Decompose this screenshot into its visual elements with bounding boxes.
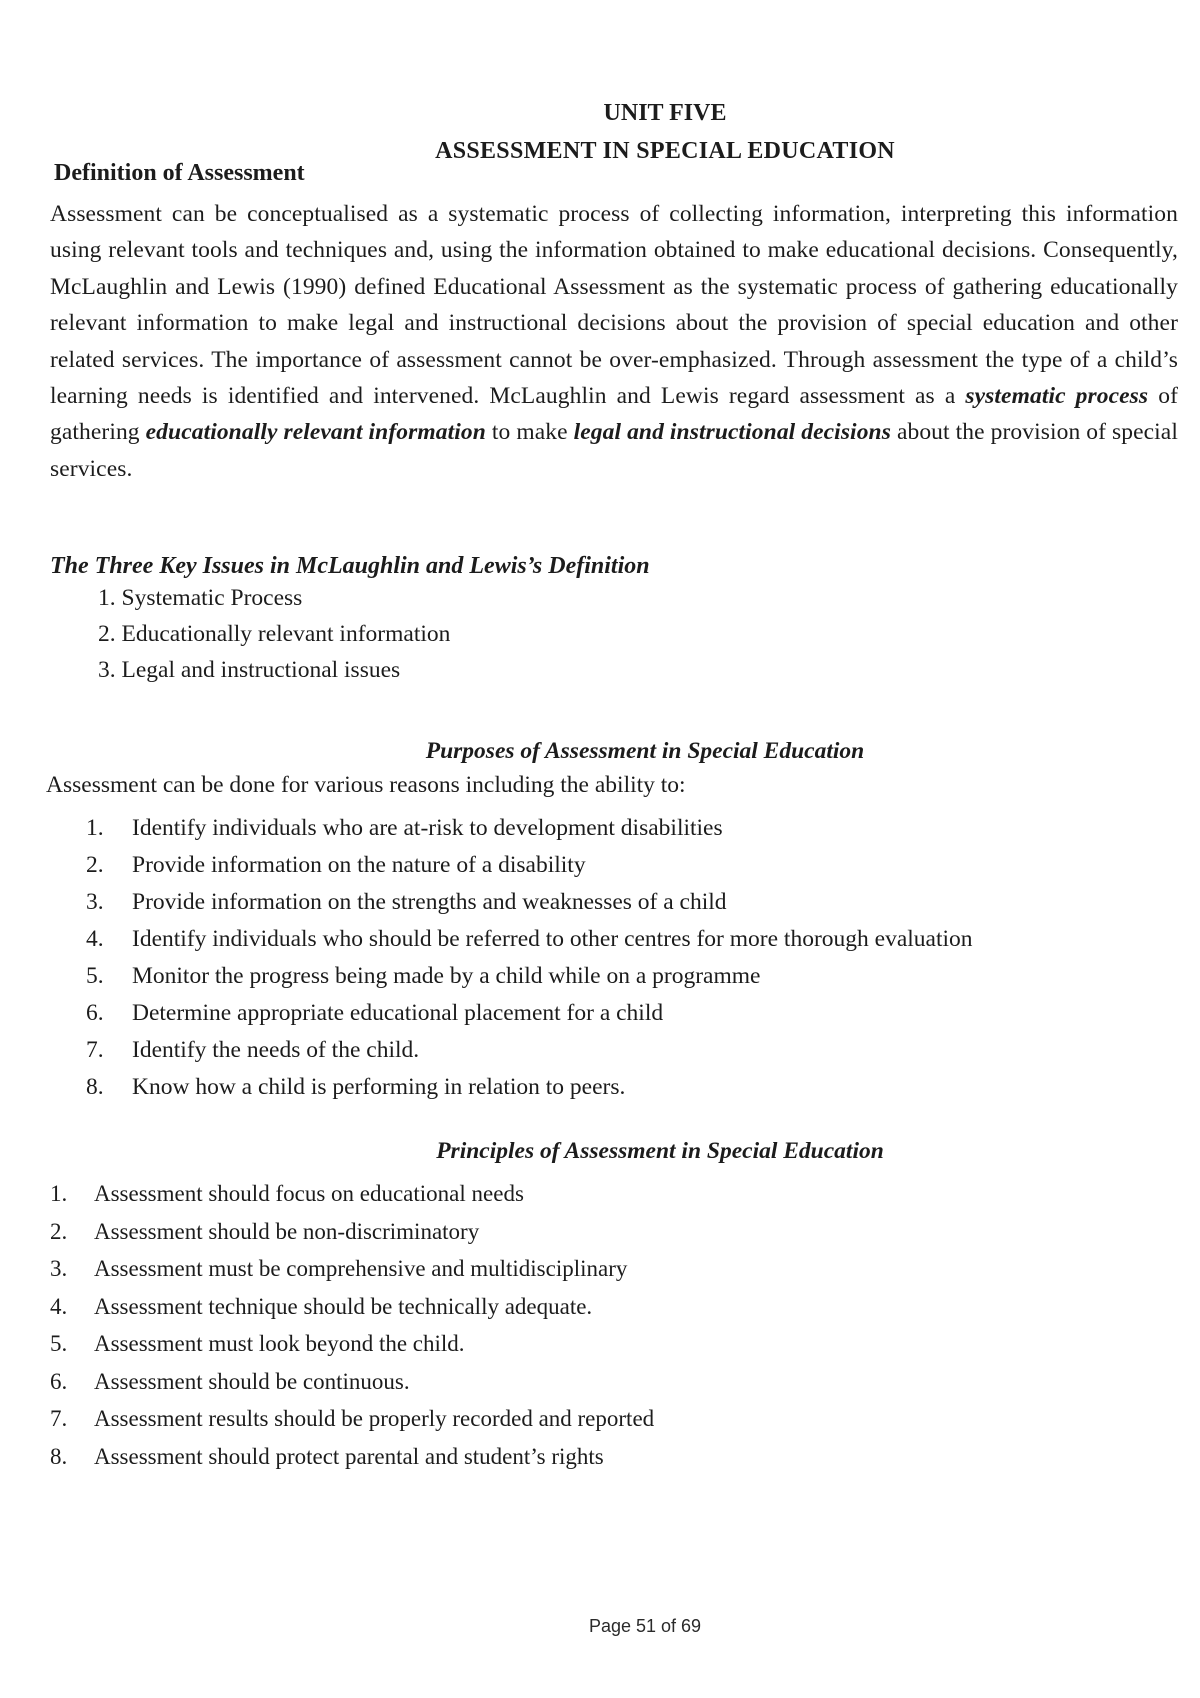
list-text: Assessment technique should be technically adequate. (94, 1293, 593, 1319)
key-issues-list (98, 580, 450, 688)
list-item: 2. Educationally relevant information (98, 621, 451, 647)
list-item (50, 1438, 654, 1476)
key-issues-heading: The Three Key Issues in McLaughlin and Lewis’s Definition (50, 553, 650, 579)
list-number: 5. (86, 963, 104, 989)
list-item (50, 1250, 654, 1288)
list-text: Identify individuals who should be referred to other centres for more thorough evaluation (132, 926, 973, 952)
principles-list (50, 1175, 654, 1475)
list-number: 6. (86, 1000, 104, 1026)
list-number: 2. (86, 852, 104, 878)
definition-text-2: of gathering (50, 383, 1178, 446)
main-title: ASSESSMENT IN SPECIAL EDUCATION (435, 138, 895, 164)
list-item (86, 958, 973, 995)
definition-text-1: Assessment can be conceptualised as a systematic process of collecting information, interpreting this information using relevant tools and techniques and, using the information obtained to make educational decisions. Consequently, McLaughlin and Lewis (1990) defined Educational Assessment as the systematic process of gathering educationally relevant information to make legal and instructional decisions about the provision of special education and other related services. The importance of assessment cannot be over-emphasized. Through assessment the type of a child’s learning needs is identified and intervened. McLaughlin and Lewis regard assessment as a (50, 201, 1178, 410)
list-number: 3. (86, 889, 104, 915)
definition-paragraph (50, 196, 1178, 487)
purposes-list (86, 810, 973, 1106)
list-text: Assessment must be comprehensive and multidisciplinary (94, 1256, 628, 1281)
list-item: 1. Systematic Process (98, 585, 303, 611)
list-number: 4. (50, 1293, 68, 1319)
list-text: Provide information on the nature of a disability (132, 852, 586, 878)
list-text: Provide information on the strengths and weaknesses of a child (132, 889, 727, 915)
list-text: Assessment results should be properly recorded and reported (94, 1406, 655, 1431)
definition-text-3: to make (491, 419, 568, 446)
emphasis-relevant-information: educationally relevant information (145, 419, 486, 446)
list-item (86, 810, 973, 847)
list-text: Assessment should focus on educational needs (94, 1181, 524, 1206)
list-item (86, 1069, 973, 1106)
unit-title: UNIT FIVE (603, 100, 727, 126)
list-number: 7. (50, 1406, 68, 1431)
list-item (50, 1175, 654, 1213)
page-number-footer: Page 51 of 69 (588, 1616, 702, 1636)
definition-text-4: about the provision of special services. (50, 419, 1178, 482)
list-item (86, 995, 973, 1032)
list-number: 8. (50, 1443, 68, 1469)
list-item (50, 1325, 654, 1363)
list-item (86, 921, 973, 958)
list-item (50, 1400, 654, 1438)
list-text: Assessment should be continuous. (94, 1368, 410, 1394)
list-number: 1. (50, 1181, 68, 1206)
list-text: Assessment should be non-discriminatory (94, 1218, 480, 1244)
list-number: 5. (50, 1331, 68, 1356)
list-number: 6. (50, 1368, 68, 1394)
list-number: 3. (50, 1256, 68, 1281)
definition-heading: Definition of Assessment (54, 160, 305, 186)
list-text: Assessment should protect parental and student’s rights (94, 1443, 604, 1469)
list-text: Monitor the progress being made by a child while on a programme (132, 963, 761, 989)
purposes-intro: Assessment can be done for various reasons including the ability to: (46, 772, 686, 798)
emphasis-systematic-process: systematic process (965, 383, 1149, 410)
list-number: 1. (86, 815, 104, 841)
list-text: Know how a child is performing in relation to peers. (132, 1074, 626, 1100)
list-text: Assessment must look beyond the child. (94, 1331, 465, 1356)
list-number: 4. (86, 926, 104, 952)
list-item (86, 1032, 973, 1069)
list-number: 2. (50, 1218, 68, 1244)
list-item (50, 1213, 654, 1251)
list-item (50, 1363, 654, 1401)
list-text: Identify the needs of the child. (132, 1037, 420, 1063)
list-text: Identify individuals who are at-risk to development disabilities (132, 815, 723, 841)
list-text: Determine appropriate educational placement for a child (132, 1000, 664, 1026)
list-item (86, 847, 973, 884)
emphasis-legal-decisions: legal and instructional decisions (573, 419, 891, 446)
list-number: 7. (86, 1037, 104, 1063)
purposes-heading: Purposes of Assessment in Special Education (425, 738, 865, 764)
list-item (86, 884, 973, 921)
list-item: 3. Legal and instructional issues (98, 657, 401, 683)
list-number: 8. (86, 1074, 104, 1100)
principles-heading: Principles of Assessment in Special Education (436, 1138, 884, 1164)
list-item (50, 1288, 654, 1326)
